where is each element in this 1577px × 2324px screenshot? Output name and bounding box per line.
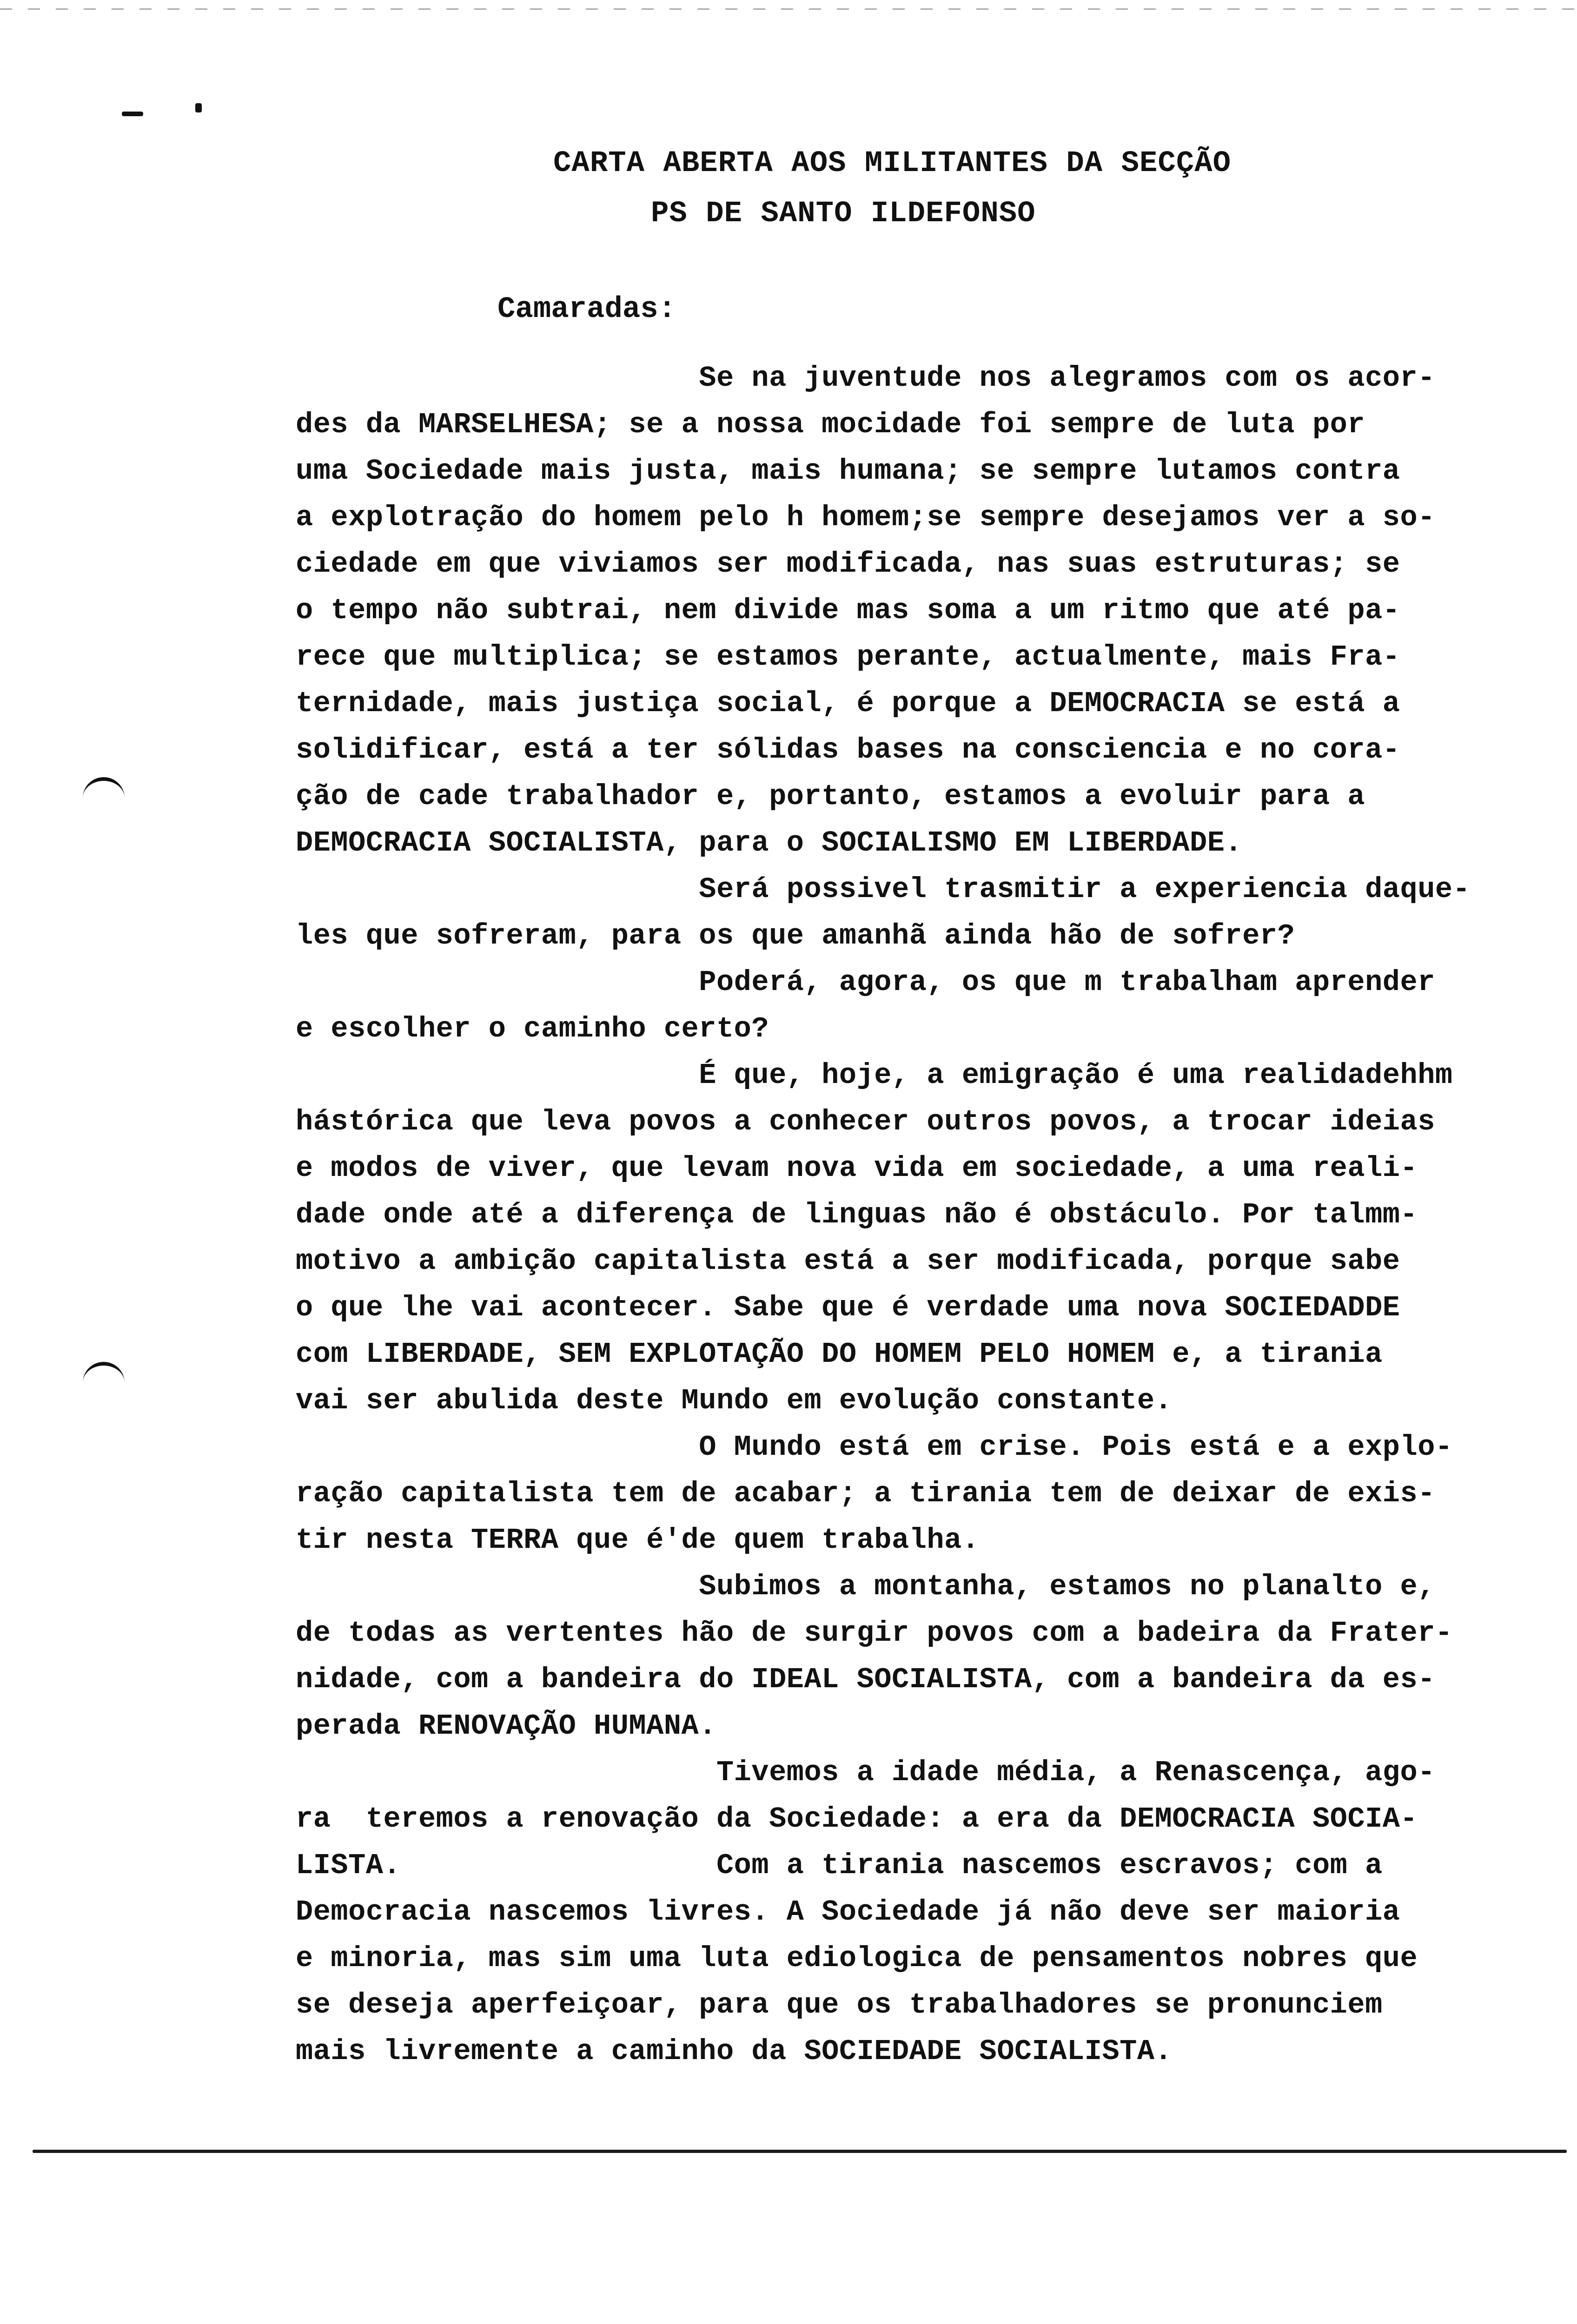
body-line: rece que multiplica; se estamos perante, actualmente, mais Fra- [296,640,1400,673]
body-line: hástórica que leva povos a conhecer outros povos, a trocar ideias [296,1105,1435,1138]
body-line: solidificar, está a ter sólidas bases na consciencia e no cora- [296,733,1400,766]
salutation: Camaradas: [497,293,676,326]
punch-hole-mark [83,1362,125,1393]
body-line: de todas as vertentes hão de surgir povos com a badeira da Frater- [296,1617,1453,1650]
body-line: des da MARSELHESA; se a nossa mocidade foi sempre de luta por [296,408,1365,441]
body-line: mais livremente a caminho da SOCIEDADE SOCIALISTA. [296,2035,1173,2068]
body-line: nidade, com a bandeira do IDEAL SOCIALISTA, com a bandeira da es- [296,1663,1435,1696]
body-line: e minoria, mas sim uma luta ediologica de pensamentos nobres que [296,1942,1418,1975]
body-line: ração capitalista tem de acabar; a tirania tem de deixar de exis- [296,1477,1435,1510]
letter-title-line-1: CARTA ABERTA AOS MILITANTES DA SECÇÃO [553,147,1232,180]
body-line: tir nesta TERRA que é'de quem trabalha. [296,1524,980,1557]
body-line: LISTA. Com a tirania nascemos escravos; com a [296,1849,1383,1882]
body-line: Subimos a montanha, estamos no planalto e, [296,1570,1435,1603]
body-line: ternidade, mais justiça social, é porque a DEMOCRACIA se está a [296,687,1400,720]
body-line: ção de cade trabalhador e, portanto, estamos a evoluir para a [296,780,1365,813]
body-line: DEMOCRACIA SOCIALISTA, para o SOCIALISMO EM LIBERDADE. [296,826,1243,859]
body-line: a explotração do homem pelo h homem;se sempre desejamos ver a so- [296,501,1435,534]
letter-title-line-2: PS DE SANTO ILDEFONSO [651,197,1036,231]
punch-hole-mark [83,777,125,809]
body-line: uma Sociedade mais justa, mais humana; se sempre lutamos contra [296,455,1400,488]
body-line: ra teremos a renovação da Sociedade: a era da DEMOCRACIA SOCIA- [296,1802,1418,1835]
body-line: Democracia nascemos livres. A Sociedade já não deve ser maioria [296,1895,1400,1928]
body-line: Será possivel trasmitir a experiencia daque- [296,873,1471,906]
body-line: o tempo não subtrai, nem divide mas soma a um ritmo que até pa- [296,594,1400,627]
body-line: com LIBERDADE, SEM EXPLOTAÇÃO DO HOMEM PELO HOMEM e, a tirania [296,1338,1383,1371]
body-line: Poderá, agora, os que m trabalham aprender [296,966,1435,999]
body-line: Se na juventude nos alegramos com os acor- [296,362,1435,395]
body-line: ciedade em que viviamos ser modificada, nas suas estruturas; se [296,548,1400,581]
body-line: motivo a ambição capitalista está a ser modificada, porque sabe [296,1245,1400,1278]
scan-edge-marks [0,8,1577,10]
body-line: se deseja aperfeiçoar, para que os trabalhadores se pronunciem [296,1988,1383,2021]
body-line: vai ser abulida deste Mundo em evolução constante. [296,1384,1173,1417]
body-line: O Mundo está em crise. Pois está e a explo- [296,1431,1453,1464]
body-line: les que sofreram, para os que amanhã ainda hão de sofrer? [296,919,1295,952]
body-line: É que, hoje, a emigração é uma realidadehhm [296,1059,1453,1092]
body-line: Tivemos a idade média, a Renascença, ago- [296,1756,1435,1789]
body-line: e escolher o caminho certo? [296,1012,769,1045]
body-line: perada RENOVAÇÃO HUMANA. [296,1710,716,1743]
scan-mark [122,112,143,116]
page-bottom-rule [33,2150,1567,2153]
body-line: dade onde até a diferença de linguas não é obstáculo. Por talmm- [296,1198,1418,1231]
body-line: e modos de viver, que levam nova vida em sociedade, a uma reali- [296,1152,1418,1185]
scan-mark [195,103,202,112]
body-line: o que lhe vai acontecer. Sabe que é verdade uma nova SOCIEDADDE [296,1291,1400,1324]
